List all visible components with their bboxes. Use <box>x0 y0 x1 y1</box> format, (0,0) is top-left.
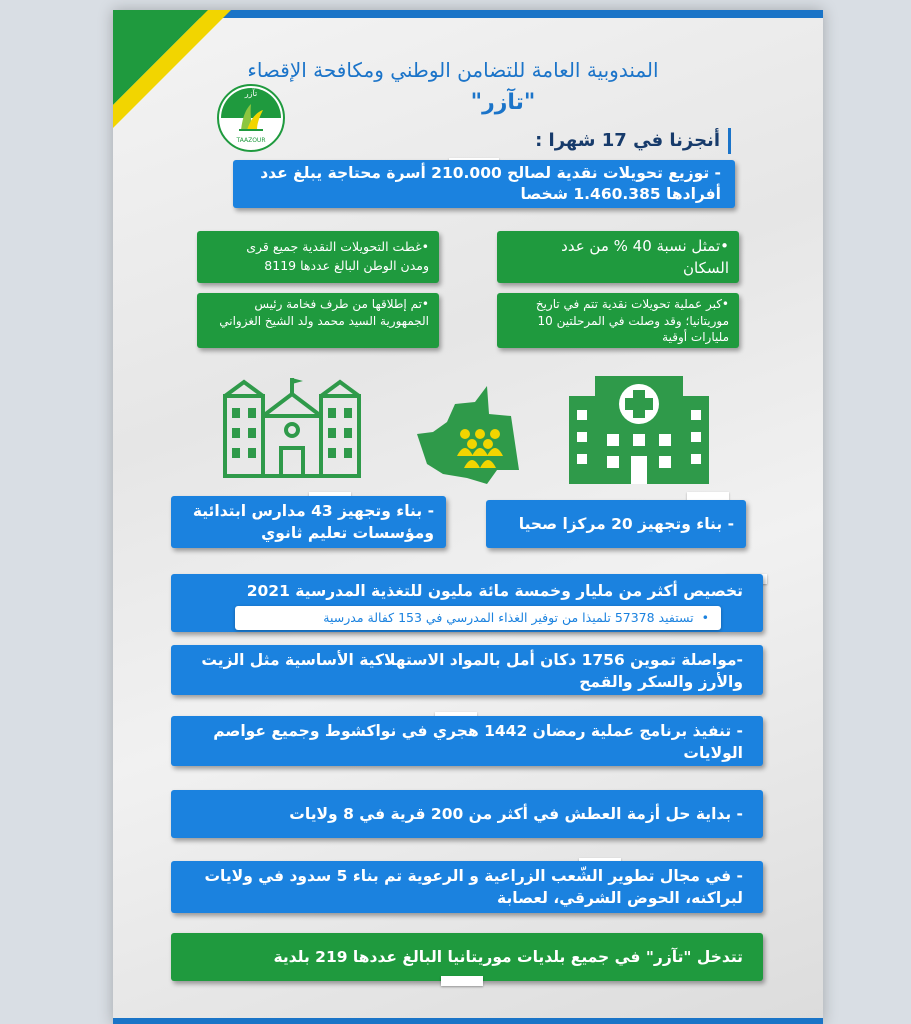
mauritania-map-people-icon <box>415 384 525 488</box>
health-centers-box: - بناء وتجهيز 20 مركزا صحيا <box>486 500 746 548</box>
schools-box: - بناء وتجهيز 43 مدارس ابتدائية ومؤسسات تعليم ثانوي <box>171 496 446 548</box>
municipalities-box: تتدخل "تآزر" في جميع بلديات موريتانيا البالغ عددها 219 بلدية <box>171 933 763 981</box>
taazour-logo <box>217 84 285 152</box>
page-title-brand: "تآزر" <box>470 90 536 115</box>
section-heading: أنجزنا في 17 شهرا : <box>535 128 731 154</box>
logo-text-ar: تآزر <box>244 89 258 98</box>
water-crisis-box: - بداية حل أزمة العطش في أكثر من 200 قرية في 8 ولايات <box>171 790 763 838</box>
box-tab <box>441 976 483 986</box>
school-icon <box>221 376 363 478</box>
president-launch-box: •تم إطلاقها من طرف فخامة رئيس الجمهورية السيد محمد ولد الشيخ الغزواني <box>197 293 439 348</box>
ramadan-program-box: - تنفيذ برنامج عملية رمضان 1442 هجري في نواكشوط وجميع عواصم الولايات <box>171 716 763 766</box>
hospital-icon <box>569 376 709 484</box>
page-title: المندوبية العامة للتضامن الوطني ومكافحة الإقصاء <box>247 58 659 82</box>
school-feeding-box: تخصيص أكثر من مليار وخمسة مائة مليون للتغذية المدرسية 2021 <box>171 574 763 632</box>
amal-shops-box: -مواصلة تموين 1756 دكان أمل بالمواد الاستهلاكية الأساسية مثل الزيت والأرز والسكر والقمح <box>171 645 763 695</box>
logo-text-en: TAAZOUR <box>236 137 266 144</box>
population-share-box: •تمثل نسبة 40 % من عدد السكان <box>497 231 739 283</box>
largest-transfer-box: •كبر عملية تحويلات نقدية تتم في تاريخ موريتانيا؛ وقد وصلت في المرحلتين 10 مليارات أوقية <box>497 293 739 348</box>
infographic-sheet <box>113 10 823 1024</box>
bottom-blue-bar <box>113 1018 823 1024</box>
school-feeding-detail: • تستفيد 57378 تلميذا من توفير الغذاء المدرسي في 153 كفالة مدرسية <box>235 606 721 630</box>
cash-transfer-box: - توزيع تحويلات نقدية لصالح 210.000 أسرة محتاجة يبلغ عدد أفرادها 1.460.385 شخصا <box>233 160 735 208</box>
villages-coverage-box: •غطت التحويلات النقدية جميع قرى ومدن الوطن البالغ عددها 8119 <box>197 231 439 283</box>
dams-box: - في مجال تطوير الشّعب الزراعية و الرعوية تم بناء 5 سدود في ولايات لبراكنه، الحوض الشرقي، لعصابة <box>171 861 763 913</box>
